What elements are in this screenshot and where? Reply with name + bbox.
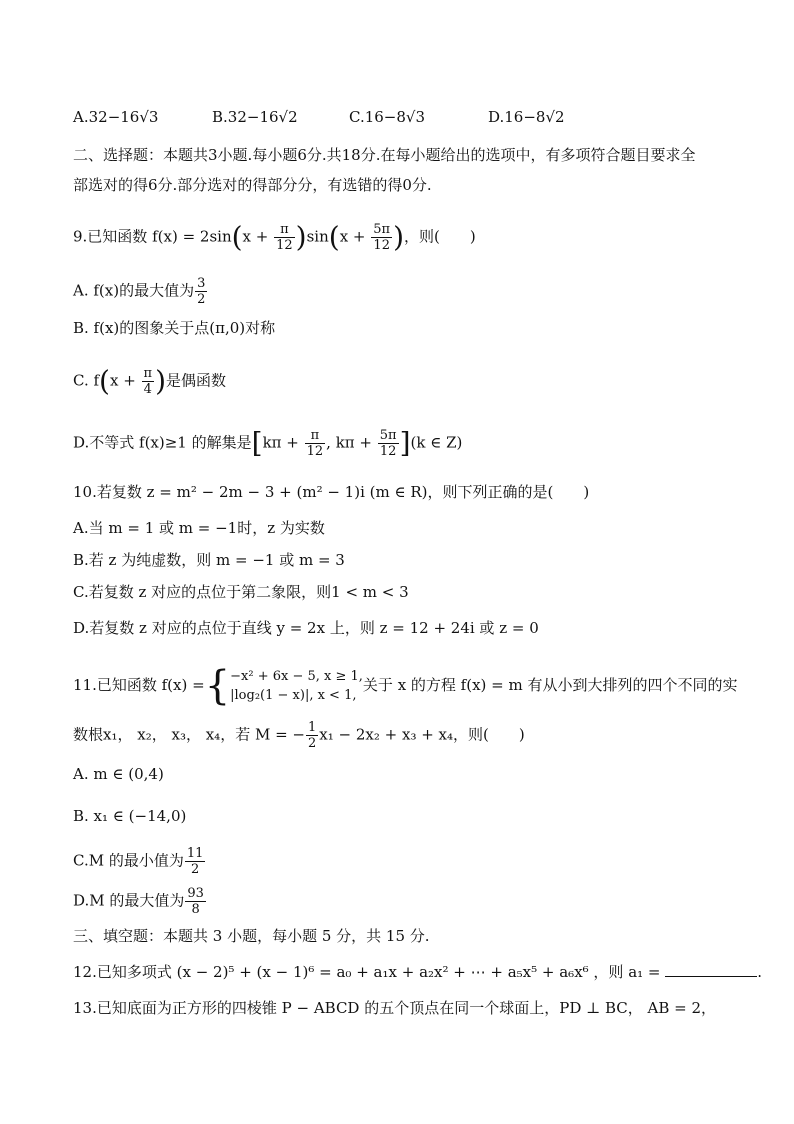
q11-stem-d: x₁ − 2x₂ + x₃ + x₄，则( ) [319,725,525,744]
q11-c-den: 2 [190,862,200,877]
q9-stem-b2: x + [339,227,371,246]
q11-d-num: 93 [187,886,204,901]
q10-stem: 10.若复数 z = m² − 2m − 3 + (m² − 1)i (m ∈ R)，则下列正确的是( ) [73,483,590,501]
q9-stem-a: 9.已知函数 f(x) = 2sin [73,227,232,246]
q12-end: . [757,963,763,981]
section2-line2: 部选对的得6分.部分选对的得部分分，有选错的得0分. [73,176,432,194]
q9-stem-c: sin [306,227,329,246]
q11-c-pre: C.M 的最小值为 [73,851,184,870]
q11-d-pre: D.M 的最大值为 [73,891,185,910]
q9-d-frac1 [305,428,326,459]
q12-stem [73,962,762,982]
q9-c-post: 是偶函数 [166,371,227,390]
q8-option-b: B.32−16√2 [212,108,298,126]
q9-a-text: A. f(x)的最大值为 [73,281,195,300]
q11-stem-c: 数根x₁， x₂， x₃， x₄，若 M = − [73,725,305,744]
q11-piecewise [230,667,363,705]
section3-heading: 三、填空题：本题共 3 小题，每小题 5 分，共 15 分. [73,927,430,945]
q8-option-a: A.32−16√3 [73,108,159,126]
q9-option-d: D.不等式 f(x)≥1 的解集是[kπ + $\frac{\pi}{12}$ , kπ + $\frac{5\pi}{12}$ ](k ∈ Z) [73,426,463,460]
q9-stem-b1: x + [242,227,274,246]
q9-d-k2: , kπ + [326,433,377,452]
q11-piece1: −x² + 6x − 5, x ≥ 1, [230,669,363,684]
q9-a-frac [195,276,207,307]
q8-option-d: D.16−8√2 [488,108,565,126]
q12-answer-blank[interactable] [665,962,757,977]
q9-stem-d: ，则( ) [404,227,476,246]
q9-frac1-den: 12 [276,238,293,253]
q11-c-num: 11 [186,846,204,861]
q9-frac2-num: 5π [373,222,391,237]
q11-d-frac [185,886,206,917]
q11-piece2: |log₂(1 − x)|, x < 1, [230,688,357,703]
q10-option-a: A.当 m = 1 或 m = −1时，z 为实数 [73,519,325,537]
q9-option-c: C. f(x + $\frac{\pi}{4}$ )是偶函数 [73,364,227,398]
q9-c-x: x + [109,371,141,390]
q9-c-frac [142,366,155,397]
q11-c-frac [185,846,206,877]
q11-m-num: 1 [308,720,317,735]
q10-option-d: D.若复数 z 对应的点位于直线 y = 2x 上，则 z = 12 + 24i 或 z = 0 [73,619,539,637]
q9-stem: 9.已知函数 f(x) = 2sin(x + $\frac{\pi}{12}$ )sin(x + $\frac{5\pi}{12}$ )，则( ) [73,220,476,254]
q10-option-c: C.若复数 z 对应的点位于第二象限，则1 < m < 3 [73,583,409,601]
q9-option-a [73,276,208,307]
q11-option-a: A. m ∈ (0,4) [73,765,164,783]
q13-stem: 13.已知底面为正方形的四棱锥 P − ABCD 的五个顶点在同一个球面上，PD ⊥ BC， AB = 2， [73,999,717,1017]
q9-frac2 [371,222,392,253]
q9-frac1 [274,222,295,253]
q9-d-k1: kπ + [262,433,304,452]
q9-c-num: π [143,366,153,381]
q11-option-c [73,846,206,877]
q9-frac1-num: π [274,222,295,238]
q9-d-n2: 5π [379,428,397,443]
q11-stem-line1: 11.已知函数 f(x) ={ −x² + 6x − 5, x ≥ 1, |log₂(1 − x)|, x < 1, 关于 x 的方程 f(x) = m 有从小到大排列的四个不同的实 [73,663,738,709]
q9-c-pre: C. f [73,371,100,390]
q9-a-den: 2 [197,292,206,307]
q11-stem-b: 关于 x 的方程 f(x) = m 有从小到大排列的四个不同的实 [362,676,738,694]
q11-option-b: B. x₁ ∈ (−14,0) [73,807,187,825]
q9-d-d2: 12 [379,444,397,459]
q9-a-num: 3 [197,276,206,291]
q9-d-pre: D.不等式 f(x)≥1 的解集是 [73,433,252,452]
q9-d-post: (k ∈ Z) [410,433,463,452]
q11-d-den: 8 [191,902,200,917]
q9-c-den: 4 [143,382,152,397]
q9-d-n1: π [305,428,326,444]
q11-stem-line2 [73,720,525,751]
q11-m-den: 2 [308,736,317,751]
q9-d-frac2 [378,428,399,459]
q9-frac2-den: 12 [373,238,390,253]
section2-line1: 二、选择题：本题共3小题.每小题6分.共18分.在每小题给出的选项中，有多项符合题目要求全 [73,146,696,164]
q11-option-d [73,886,207,917]
q9-option-b: B. f(x)的图象关于点(π,0)对称 [73,319,276,337]
q8-option-c: C.16−8√3 [349,108,426,126]
q11-stem-a: 11.已知函数 f(x) = [73,676,205,694]
q12-text: 12.已知多项式 (x − 2)⁵ + (x − 1)⁶ = a₀ + a₁x + a₂x² + ⋯ + a₅x⁵ + a₆x⁶ ，则 a₁ = [73,963,661,981]
q10-option-b: B.若 z 为纯虚数，则 m = −1 或 m = 3 [73,551,345,569]
q9-d-d1: 12 [306,444,324,459]
q11-m-frac [306,720,318,751]
